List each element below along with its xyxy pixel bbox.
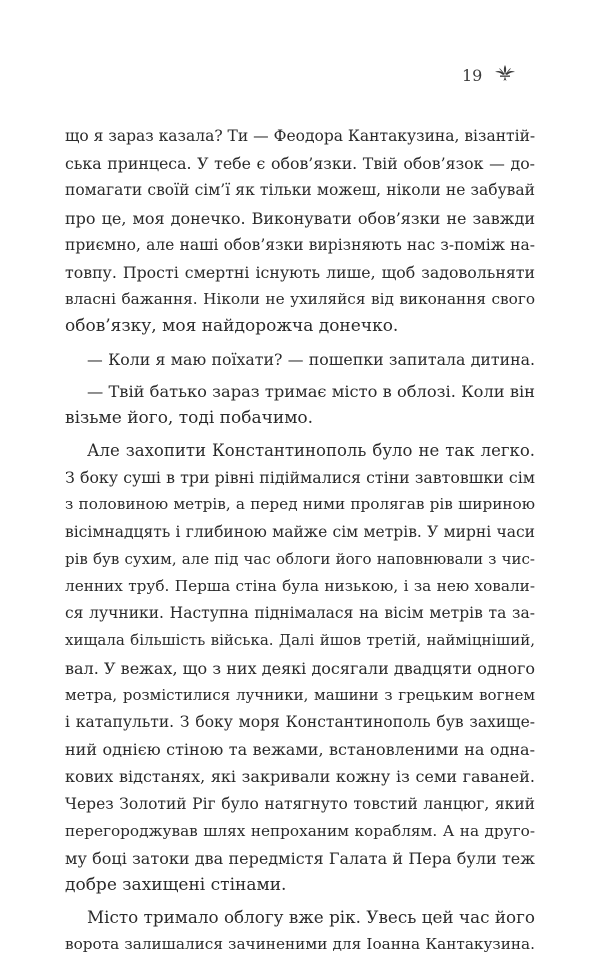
text-line: візьме його, тоді побачимо.	[65, 407, 314, 428]
text-line: Але захопити Константинополь було не так легко.	[87, 441, 535, 461]
text-line: метра, розмістилися лучники, машини з грецьким вогнем	[65, 685, 535, 704]
text-line: власні бажання. Ніколи не ухиляйся від виконання свого	[65, 290, 535, 309]
text-line: — Твій батько зараз тримає місто в облозі. Коли він	[87, 381, 535, 401]
text-line: Місто тримало облогу вже рік. Увесь цей час його	[87, 907, 535, 928]
text-line: рів був сухим, але під час облоги його наповнювали з чис-	[65, 549, 535, 568]
text-line: хищала більшість війська. Далі йшов третій, найміцніший,	[65, 631, 535, 650]
text-line: і катапульти. З боку моря Константинополь був захище-	[65, 712, 535, 731]
text-line: ська принцеса. У тебе є обов’язки. Твій обов’язок — до-	[65, 154, 535, 174]
text-line: приємно, але наші обов’язки вирізняють нас з-поміж на-	[65, 235, 535, 254]
text-line: з половиною метрів, а перед ними пролягав рів шириною	[65, 495, 535, 514]
text-line: З боку суші в три рівні підіймалися стіни завтовшки сім	[65, 468, 535, 488]
text-line: кових відстанях, які закривали кожну із семи гаваней.	[65, 767, 535, 787]
text-line: помагати своїй сім’ї як тільки можеш, ніколи не забувай	[65, 181, 535, 200]
text-line: Через Золотий Ріг було натягнуто товстий ланцюг, який	[65, 794, 535, 813]
text-line: ворота залишалися зачиненими для Іоанна Кантакузина.	[65, 935, 535, 954]
text-line: ся лучники. Наступна піднімалася на вісім метрів та за-	[65, 604, 535, 623]
text-line: му боці затоки два передмістя Галата й Пера були теж	[65, 848, 535, 868]
text-line: обов’язку, моя найдорожча донечко.	[65, 316, 399, 337]
text-line: ний однією стіною та вежами, встановленими на одна-	[65, 740, 535, 760]
text-line: про це, моя донечко. Виконувати обов’язки не завжди	[65, 208, 535, 228]
lily-ornament-icon	[493, 63, 517, 83]
page-number: 19	[462, 66, 483, 85]
text-line: ленних труб. Перша стіна була низькою, і за нею ховали-	[65, 577, 535, 595]
text-line: перегороджував шлях непроханим кораблям. А на друго-	[65, 821, 535, 840]
text-line: товпу. Прості смертні існують лише, щоб задовольняти	[65, 262, 535, 282]
text-line: — Коли я маю поїхати? — пошепки запитала дитина.	[87, 349, 535, 369]
text-line: добре захищені стінами.	[65, 875, 287, 896]
text-line: вісімнадцять і глибиною майже сім метрів. У мирні часи	[65, 522, 535, 541]
text-line: вал. У вежах, що з них деякі досягали двадцяти одного	[65, 658, 535, 678]
text-line: що я зараз казала? Ти — Феодора Кантакузина, візантій-	[65, 127, 536, 145]
body-text	[65, 123, 535, 959]
